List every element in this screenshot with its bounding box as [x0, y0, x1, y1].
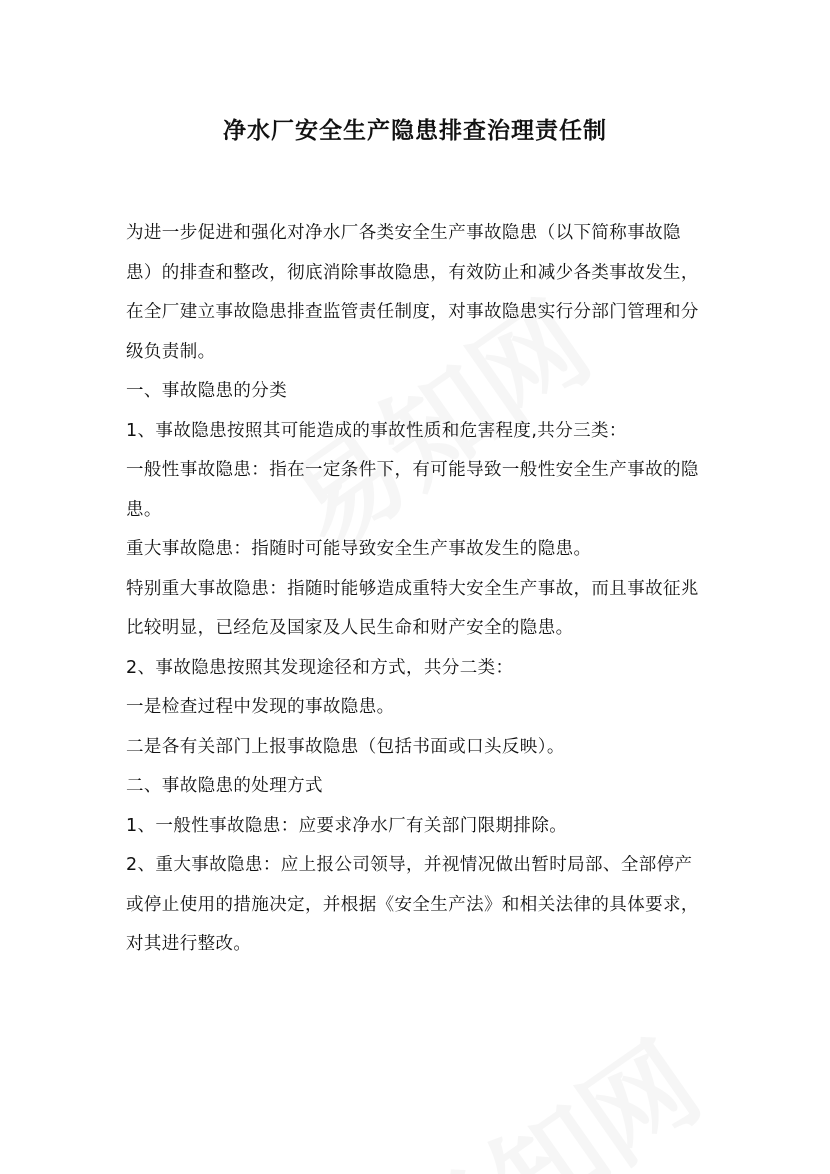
- section-heading-classification: 一、事故隐患的分类: [126, 381, 288, 401]
- paragraph-found-by-inspection: 一是检查过程中发现的事故隐患。: [126, 697, 395, 717]
- paragraph-major-hazard: 重大事故隐患：指随时可能导致安全生产事故发生的隐患。: [126, 539, 592, 559]
- document-title: 净水厂安全生产隐患排查治理责任制: [223, 118, 607, 144]
- document-body: [126, 214, 706, 965]
- paragraph-classification-by-severity: 1、事故隐患按照其可能造成的事故性质和危害程度,共分三类：: [126, 420, 627, 441]
- paragraph-handling-general: 1、一般性事故隐患：应要求净水厂有关部门限期排除。: [126, 815, 568, 836]
- section-heading-handling: 二、事故隐患的处理方式: [126, 776, 323, 796]
- paragraph-especially-major-hazard: 特别重大事故隐患：指随时能够造成重特大安全生产事故，而且事故征兆比较明显，已经危及国家及人民生命和财产安全的隐患。: [126, 578, 699, 638]
- paragraph-handling-major: 2、重大事故隐患：应上报公司领导，并视情况做出暂时局部、全部停产或停止使用的措施决定，并根据《安全生产法》和相关法律的具体要求，对其进行整改。: [126, 855, 699, 954]
- watermark: [365, 1000, 726, 1174]
- paragraph-general-hazard: 一般性事故隐患：指在一定条件下，有可能导致一般性安全生产事故的隐患。: [126, 460, 699, 520]
- paragraph-intro: 为进一步促进和强化对净水厂各类安全生产事故隐患（以下简称事故隐患）的排查和整改，彻底消除事故隐患，有效防止和减少各类事故发生，在全厂建立事故隐患排查监管责任制度，对事故隐患实行分部门管理和分级负责制。: [126, 223, 699, 362]
- paragraph-reported-by-departments: 二是各有关部门上报事故隐患（包括书面或口头反映）。: [126, 736, 565, 757]
- paragraph-classification-by-discovery: 2、事故隐患按照其发现途径和方式，共分二类：: [126, 657, 514, 678]
